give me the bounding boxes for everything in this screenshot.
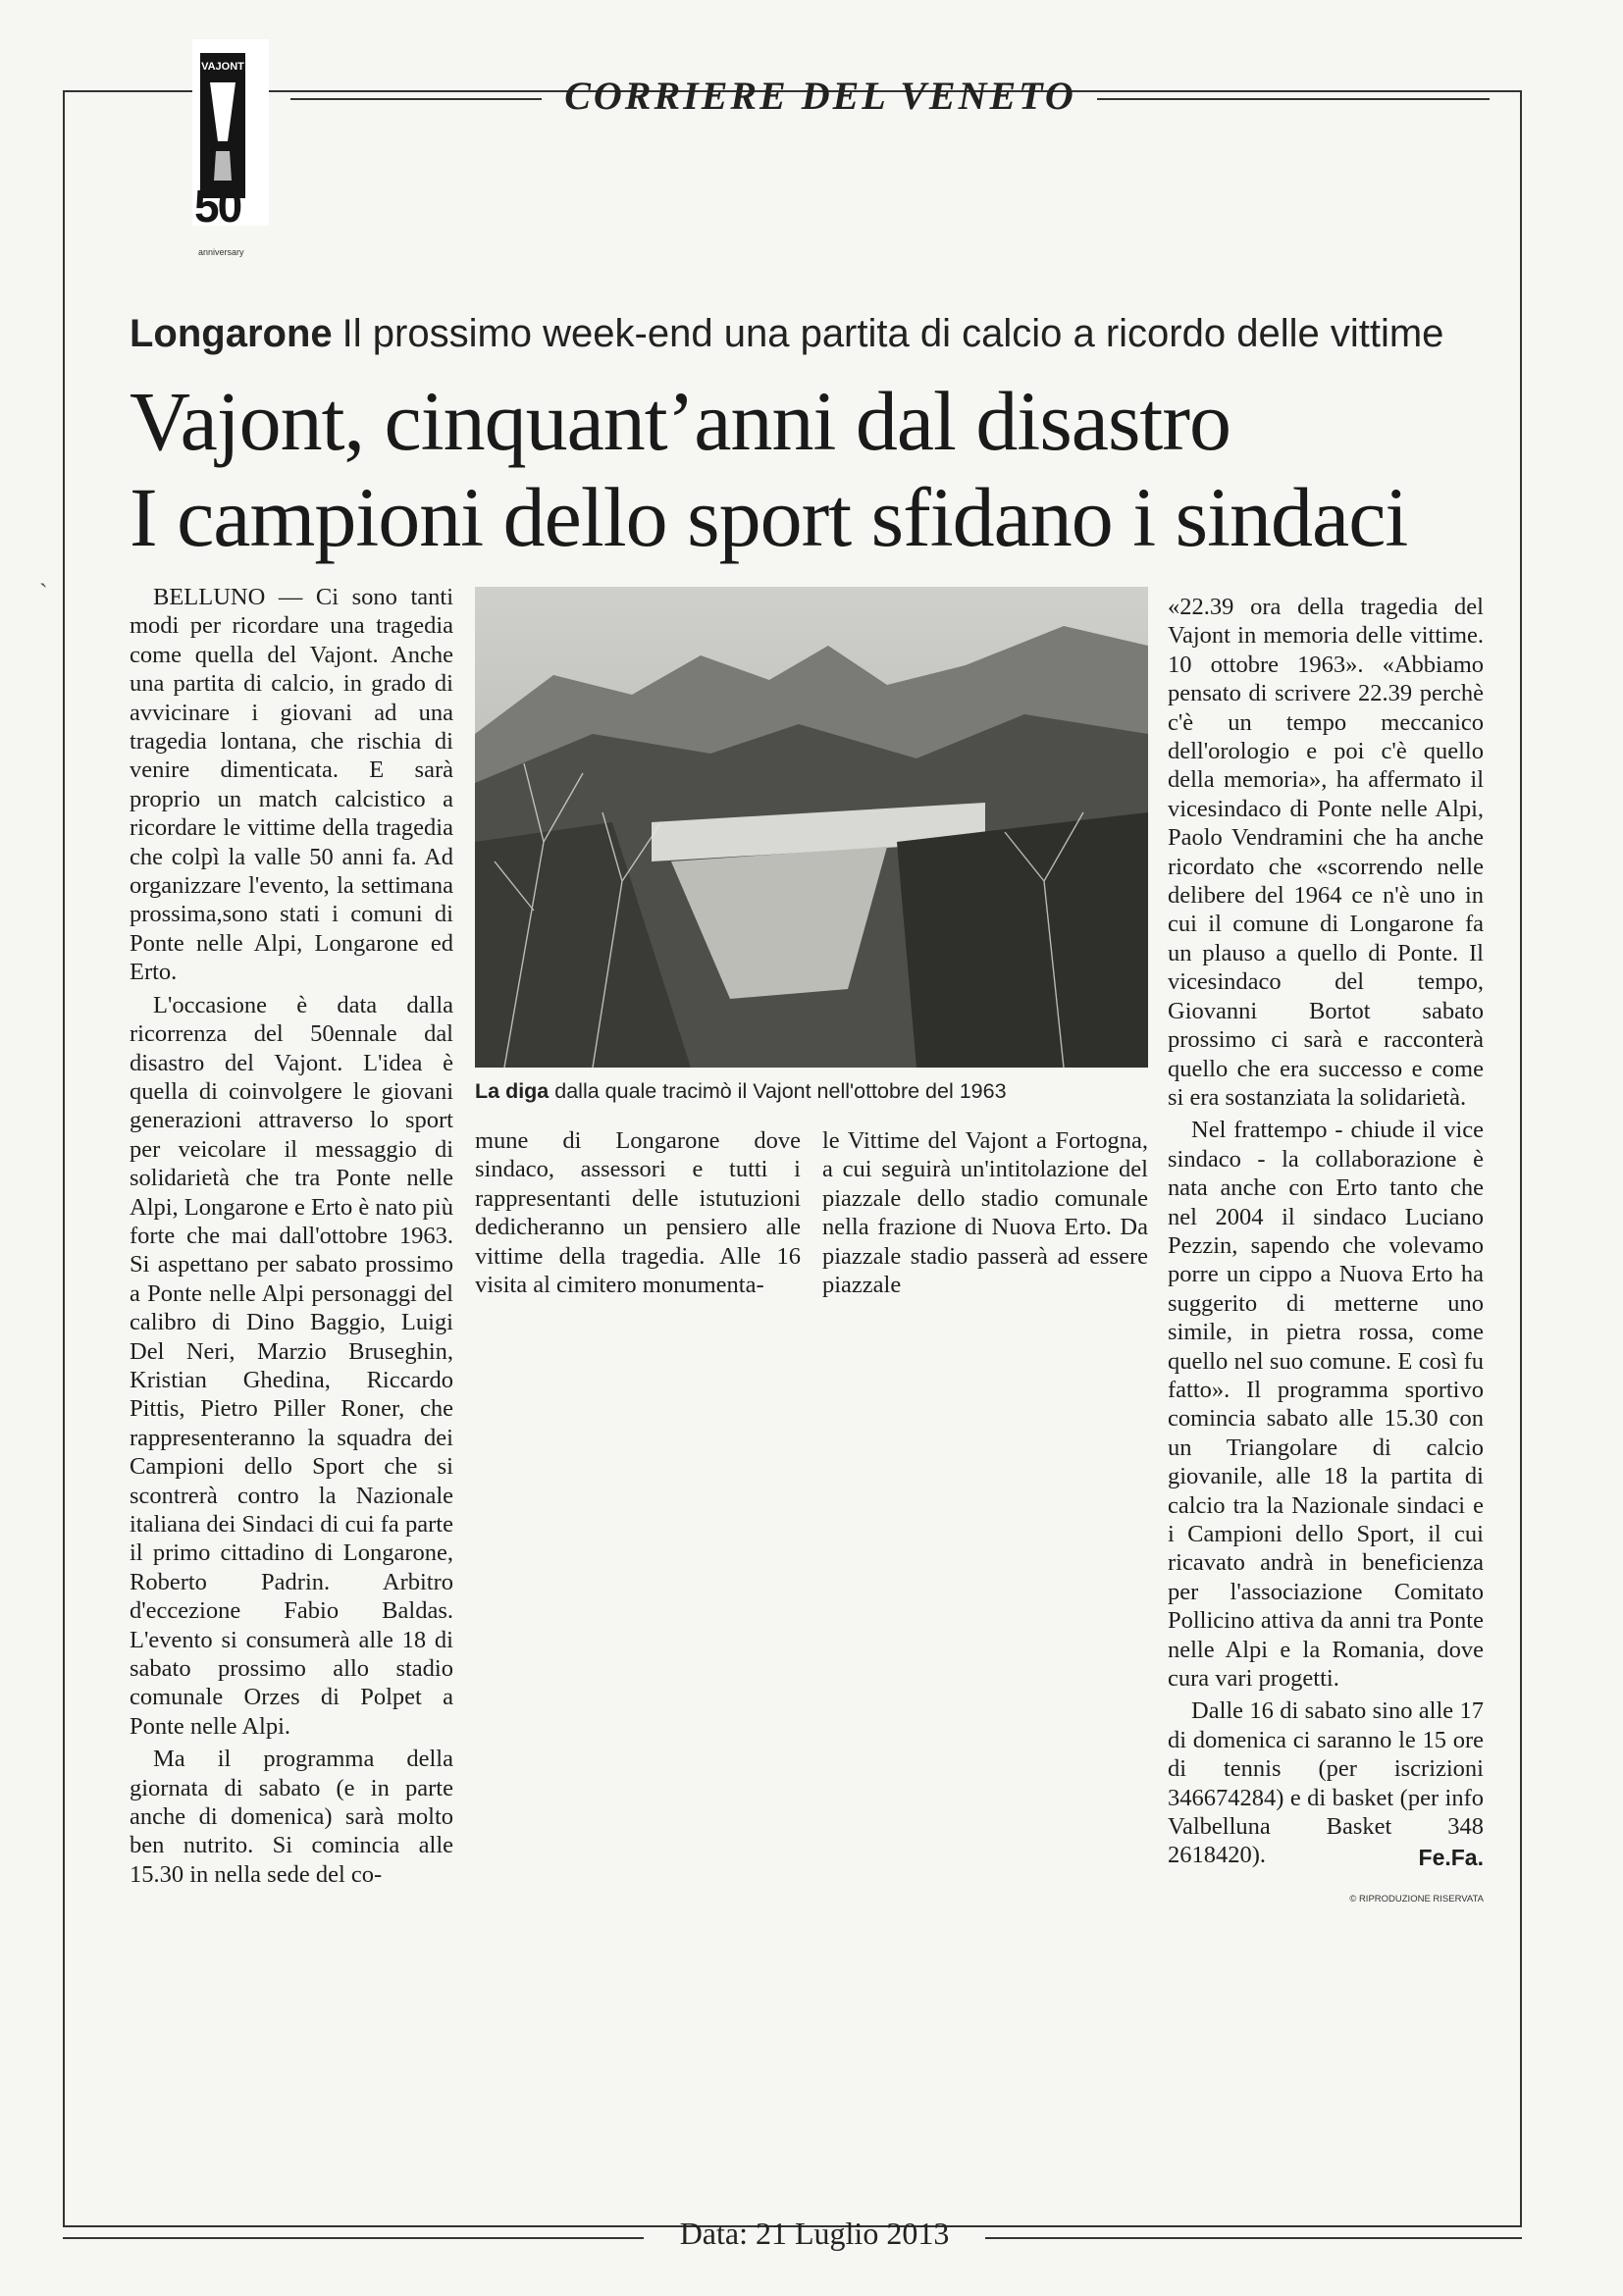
paragraph: «22.39 ora della tragedia del Vajont in memoria delle vittime. 10 ottobre 1963». «Abbiamo pensato di scrivere 22.39 perchè c'è un tempo meccanico dell'orologio e poi c'è quello della memoria», ha affermato il vicesindaco di Ponte nelle Alpi, Paolo Vendramini che ha anche ricordato che «scorrendo nelle delibere del 1964 ce n'è uno in cui il comune di Longarone fa un plauso a quello di Ponte. Il vicesindaco del tempo, Giovanni Bortot sabato prossimo ci sarà e racconterà quello che era successo e come si era sostanziata la solidarietà.	[1168, 594, 1484, 1111]
paragraph: Nel frattempo - chiude il vice sindaco - la collaborazione è nata anche con Erto tanto che nel 2004 il sindaco Luciano Pezzin, sapendo che volevamo porre un cippo a Nuova Erto ha suggerito di metterne uno simile, in pietra rossa, come quello nel suo comune. E così fu fatto». Il programma sportivo comincia sabato alle 15.30 con un Triangolare di calcio giovanile, alle 18 la partita di calcio tra la Nazionale sindaci e i Campioni dello Sport, il cui ricavato andrà in beneficienza per l'associazione Comitato Pollicino attiva da anni tra Ponte nelle Alpi e la Romania, dove cura vari progetti.	[1168, 1117, 1484, 1693]
dam-landscape-image	[475, 587, 1148, 1068]
footer-rule-right	[985, 2237, 1522, 2239]
kicker	[130, 312, 1454, 356]
paragraph: Ma il programma della giornata di sabato (e in parte anche di domenica) sarà molto ben nutrito. Si comincia alle 15.30 in nella sede del co-	[130, 1746, 453, 1888]
kicker-text: Il prossimo week-end una partita di calcio a ricordo delle vittime	[341, 312, 1444, 355]
anniversary-logo	[192, 39, 269, 257]
byline: Fe.Fa.	[1418, 1845, 1484, 1870]
masthead: CORRIERE DEL VENETO	[564, 74, 1076, 118]
margin-mark: ˏ	[39, 559, 48, 588]
copyright-notice: © RIPRODUZIONE RISERVATA	[1349, 1894, 1484, 1905]
headline	[130, 373, 1484, 565]
paragraph: L'occasione è data dalla ricorrenza del 50ennale dal disastro del Vajont. L'idea è quella di coinvolgere le giovani generazioni attraverso lo sport per veicolare il messaggio di solidarietà che tra Ponte nelle Alpi, Longarone e Erto è nato più forte che mai dall'ottobre 1963. Si aspettano per sabato prossimo a Ponte nelle Alpi personaggi del calibro di Dino Baggio, Luigi Del Neri, Marzio Bruseghin, Kristian Ghedina, Riccardo Pittis, Pietro Piller Roner, che rappresenteranno la squadra dei Campioni dello Sport che si scontrerà contro la Nazionale italiana dei Sindaci di cui fa parte il primo cittadino di Longarone, Roberto Padrin. Arbitro d'eccezione Fabio Baldas. L'evento si consumerà alle 18 di sabato prossimo allo stadio comunale Orzes di Polpet a Ponte nelle Alpi.	[130, 991, 453, 1740]
article-column-3	[822, 1126, 1148, 1299]
paragraph: le Vittime del Vajont a Fortogna, a cui seguirà un'intitolazione del piazzale dello stadio comunale nella frazione di Nuova Erto. Da piazzale stadio passerà ad essere piazzale	[822, 1127, 1148, 1299]
paragraph: Dalle 16 di sabato sino alle 17 di domenica ci saranno le 15 ore di tennis (per iscrizioni 346674284) e di basket (per info Valbelluna Basket 348 2618420).	[1168, 1697, 1484, 1869]
caption-bold: La diga	[475, 1079, 550, 1103]
dam-photo	[475, 587, 1148, 1068]
caption-text: dalla quale tracimò il Vajont nell'ottobre del 1963	[554, 1079, 1007, 1103]
publication-date: Data: 21 Luglio 2013	[679, 2216, 950, 2251]
masthead-rule-right	[1097, 98, 1490, 100]
article-column-4	[1168, 593, 1484, 1870]
kicker-place: Longarone	[130, 312, 333, 355]
footer-rule-left	[63, 2237, 644, 2239]
dam-icon	[208, 82, 237, 181]
photo-caption	[475, 1079, 1162, 1104]
logo-brand: VAJONT	[200, 53, 245, 198]
headline-line-1: Vajont, cinquant’anni dal disastro	[130, 374, 1230, 468]
paragraph: BELLUNO — Ci sono tanti modi per ricordare una tragedia come quella del Vajont. Anche una partita di calcio, in grado di avvicinare i giovani ad una tragedia lontana, che rischia di venire dimenticata. E sarà proprio un match calcistico a ricordare le vittime della tragedia che colpì la valle 50 anni fa. Ad organizzare l'evento, la settimana prossima,sono stati i comuni di Ponte nelle Alpi, Longarone ed Erto.	[130, 584, 453, 986]
article-column-2	[475, 1126, 801, 1299]
logo-subtitle: anniversary	[198, 247, 244, 257]
headline-line-2: I campioni dello sport sfidano i sindaci	[130, 470, 1408, 564]
article-column-1	[130, 583, 453, 1889]
paragraph: mune di Longarone dove sindaco, assessori e tutti i rappresentanti delle istutuzioni dedicheranno un pensiero alle vittime della tragedia. Alle 16 visita al cimitero monumenta-	[475, 1127, 801, 1299]
masthead-rule-left	[290, 98, 542, 100]
logo-number: 50	[194, 181, 241, 232]
